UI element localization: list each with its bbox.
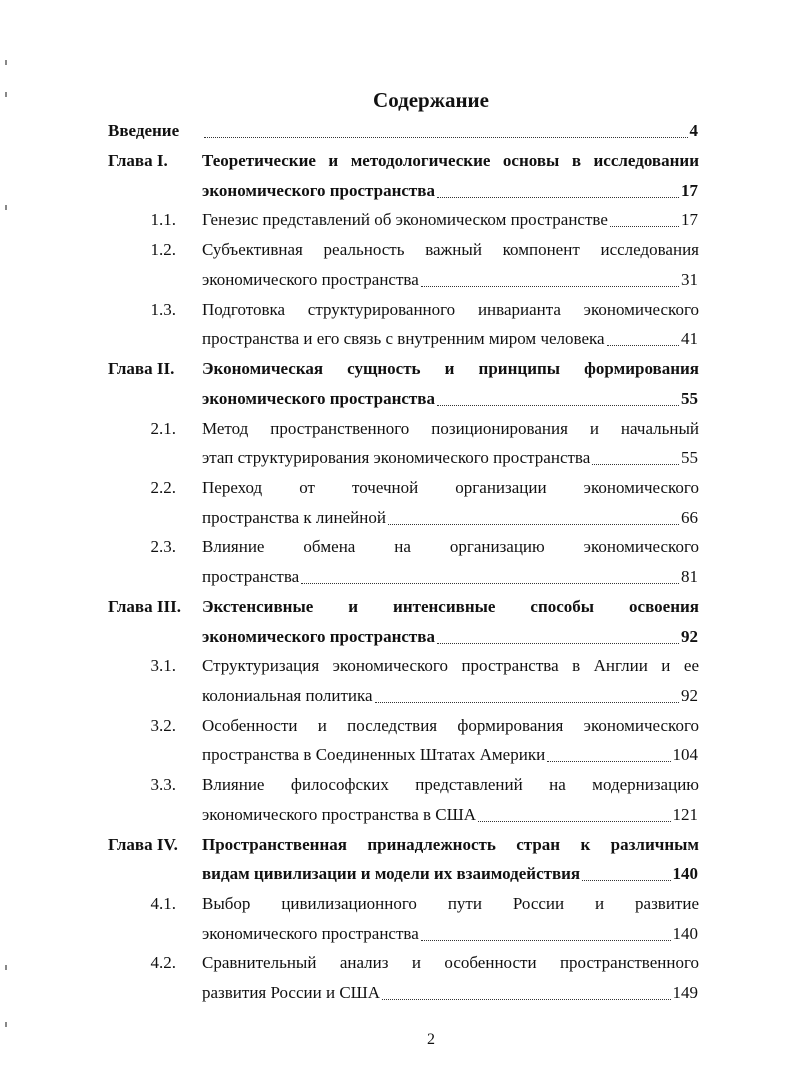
- dot-leader: [421, 265, 679, 287]
- entry-last-line: [202, 384, 698, 414]
- dot-leader: [204, 116, 688, 138]
- section-line[interactable]: [0, 235, 791, 265]
- page-number: 81: [681, 567, 698, 587]
- section-line[interactable]: [0, 740, 791, 770]
- entry-text: Сравнительный анализ и особенности пространственного: [202, 953, 699, 973]
- entry-last-line: [202, 265, 698, 295]
- dot-leader: [607, 324, 679, 346]
- section-line[interactable]: [0, 503, 791, 533]
- section-line[interactable]: [0, 443, 791, 473]
- entry-last-line: [202, 859, 698, 889]
- entry-text: Экстенсивные и интенсивные способы освоения: [202, 596, 699, 616]
- page-number: 92: [681, 626, 698, 646]
- entry-text: экономического пространства: [202, 923, 419, 943]
- scan-mark: [5, 92, 7, 97]
- page-folio: 2: [427, 1031, 435, 1048]
- section-number: 1.1.: [150, 210, 176, 230]
- section-line[interactable]: [0, 948, 791, 978]
- entry-last-line: [202, 562, 698, 592]
- entry-text: Подготовка структурированного инварианта экономического: [202, 299, 699, 319]
- entry-text: видам цивилизации и модели их взаимодействия: [202, 864, 581, 884]
- dot-leader: [382, 978, 670, 1000]
- scan-mark: [5, 965, 7, 970]
- section-line[interactable]: [0, 265, 791, 295]
- dot-leader: [582, 859, 670, 881]
- dot-leader: [610, 205, 679, 227]
- entry-last-line: [202, 443, 698, 473]
- entry-text: Особенности и последствия формирования экономического: [202, 715, 699, 735]
- entry-text: Влияние философских представлений на модернизацию: [202, 775, 699, 795]
- section-line[interactable]: [0, 681, 791, 711]
- page-number: 31: [681, 269, 698, 289]
- chapter-line[interactable]: [0, 146, 791, 176]
- section-line[interactable]: [0, 800, 791, 830]
- section-number: 4.2.: [150, 953, 176, 973]
- chapter-label: Глава II.: [108, 359, 175, 378]
- dot-leader: [478, 800, 670, 822]
- section-number: 1.2.: [150, 240, 176, 260]
- entry-label: Введение: [108, 121, 180, 140]
- entry-text: Переход от точечной организации экономического: [202, 477, 699, 497]
- entry-text: колониальная политика: [202, 686, 373, 705]
- entry-text: Влияние обмена на организацию экономического: [202, 537, 699, 557]
- entry-text: экономического пространства: [202, 180, 435, 200]
- section-line[interactable]: [0, 651, 791, 681]
- chapter-line[interactable]: [0, 354, 791, 384]
- entry-last-line: [202, 176, 698, 206]
- entry-last-line: [202, 503, 698, 533]
- section-number: 2.3.: [150, 537, 176, 557]
- entry-last-line: [202, 622, 698, 652]
- page-number: 41: [681, 329, 698, 349]
- entry-last-line: [202, 800, 698, 830]
- dot-leader: [437, 176, 679, 198]
- entry-text: пространства и его связь с внутренним миром человека: [202, 329, 605, 349]
- section-line[interactable]: [0, 295, 791, 325]
- section-line[interactable]: [0, 532, 791, 562]
- chapter-line[interactable]: [0, 176, 791, 206]
- section-number: 2.1.: [150, 418, 176, 438]
- section-line[interactable]: [0, 562, 791, 592]
- entry-text: экономического пространства: [202, 269, 419, 289]
- entry-last-line: [202, 681, 698, 711]
- section-line[interactable]: [0, 205, 791, 235]
- entry-text: пространства в Соединенных Штатах Америки: [202, 745, 546, 765]
- section-line[interactable]: [0, 414, 791, 444]
- chapter-line[interactable]: [0, 859, 791, 889]
- dot-leader: [437, 384, 679, 406]
- section-number: 3.2.: [150, 715, 176, 735]
- entry-text: Субъективная реальность важный компонент исследования: [202, 240, 699, 260]
- entry-last-line: [202, 324, 698, 354]
- section-number: 3.1.: [150, 656, 176, 676]
- dot-leader: [421, 919, 671, 941]
- scan-mark: [5, 205, 7, 210]
- chapter-line[interactable]: [0, 592, 791, 622]
- entry-text: Теоретические и методологические основы в исследовании: [202, 151, 699, 170]
- entry-text: развития России и США: [202, 983, 381, 1003]
- dot-leader: [301, 562, 679, 584]
- chapter-line[interactable]: [0, 384, 791, 414]
- chapter-label: Глава III.: [108, 596, 181, 616]
- section-line[interactable]: [0, 978, 791, 1008]
- section-line[interactable]: [0, 889, 791, 919]
- entry-text: пространства к линейной: [202, 507, 386, 527]
- entry-last-line: [202, 205, 698, 235]
- entry-text: пространства: [202, 567, 300, 587]
- scan-mark: [5, 60, 7, 65]
- page-number: 55: [681, 448, 698, 468]
- section-number: 3.3.: [150, 775, 176, 795]
- section-line[interactable]: [0, 919, 791, 949]
- page-number: 149: [672, 983, 698, 1003]
- dot-leader: [388, 503, 679, 525]
- scan-mark: [5, 1022, 7, 1027]
- entry-last-line: [202, 978, 698, 1008]
- chapter-line[interactable]: [0, 830, 791, 860]
- page-number: 55: [681, 388, 698, 408]
- page-number: 121: [672, 804, 698, 824]
- section-line[interactable]: [0, 473, 791, 503]
- entry-text: этап структурирования экономического пространства: [202, 448, 591, 468]
- chapter-label: Глава IV.: [108, 834, 178, 854]
- toc-entry-introduction[interactable]: [0, 116, 791, 146]
- page-number: 17: [681, 210, 698, 230]
- section-number: 1.3.: [150, 299, 176, 319]
- entry-text: экономического пространства: [202, 388, 435, 408]
- entry-text: Структуризация экономического пространства в Англии и ее: [202, 656, 699, 676]
- dot-leader: [437, 622, 679, 644]
- entry-last-line: [202, 740, 698, 770]
- chapter-line[interactable]: [0, 622, 791, 652]
- entry-text: Пространственная принадлежность стран к различным: [202, 834, 699, 854]
- section-number: 2.2.: [150, 477, 176, 497]
- entry-text: Выбор цивилизационного пути России и развитие: [202, 894, 699, 913]
- entry-text: Метод пространственного позиционирования и начальный: [202, 418, 699, 438]
- entry-text: Экономическая сущность и принципы формирования: [202, 359, 699, 378]
- page-number: 66: [681, 507, 698, 527]
- entry-text: экономического пространства: [202, 626, 435, 646]
- section-line[interactable]: [0, 711, 791, 741]
- chapter-label: Глава I.: [108, 151, 168, 170]
- page-number: 4: [689, 121, 698, 140]
- dot-leader: [375, 681, 679, 703]
- section-line[interactable]: [0, 770, 791, 800]
- dot-leader: [547, 740, 670, 762]
- entry-text: экономического пространства в США: [202, 804, 477, 824]
- entry-last-line: [202, 919, 698, 949]
- page-number: 17: [681, 180, 698, 200]
- section-number: 4.1.: [150, 894, 176, 913]
- page-number: 140: [672, 864, 698, 884]
- entry-text: Генезис представлений об экономическом пространстве: [202, 210, 608, 230]
- page-number: 92: [681, 686, 698, 705]
- page-number: 140: [672, 923, 698, 943]
- page-number: 104: [672, 745, 698, 765]
- page-title: Содержание: [373, 88, 489, 112]
- dot-leader: [592, 443, 679, 465]
- section-line[interactable]: [0, 324, 791, 354]
